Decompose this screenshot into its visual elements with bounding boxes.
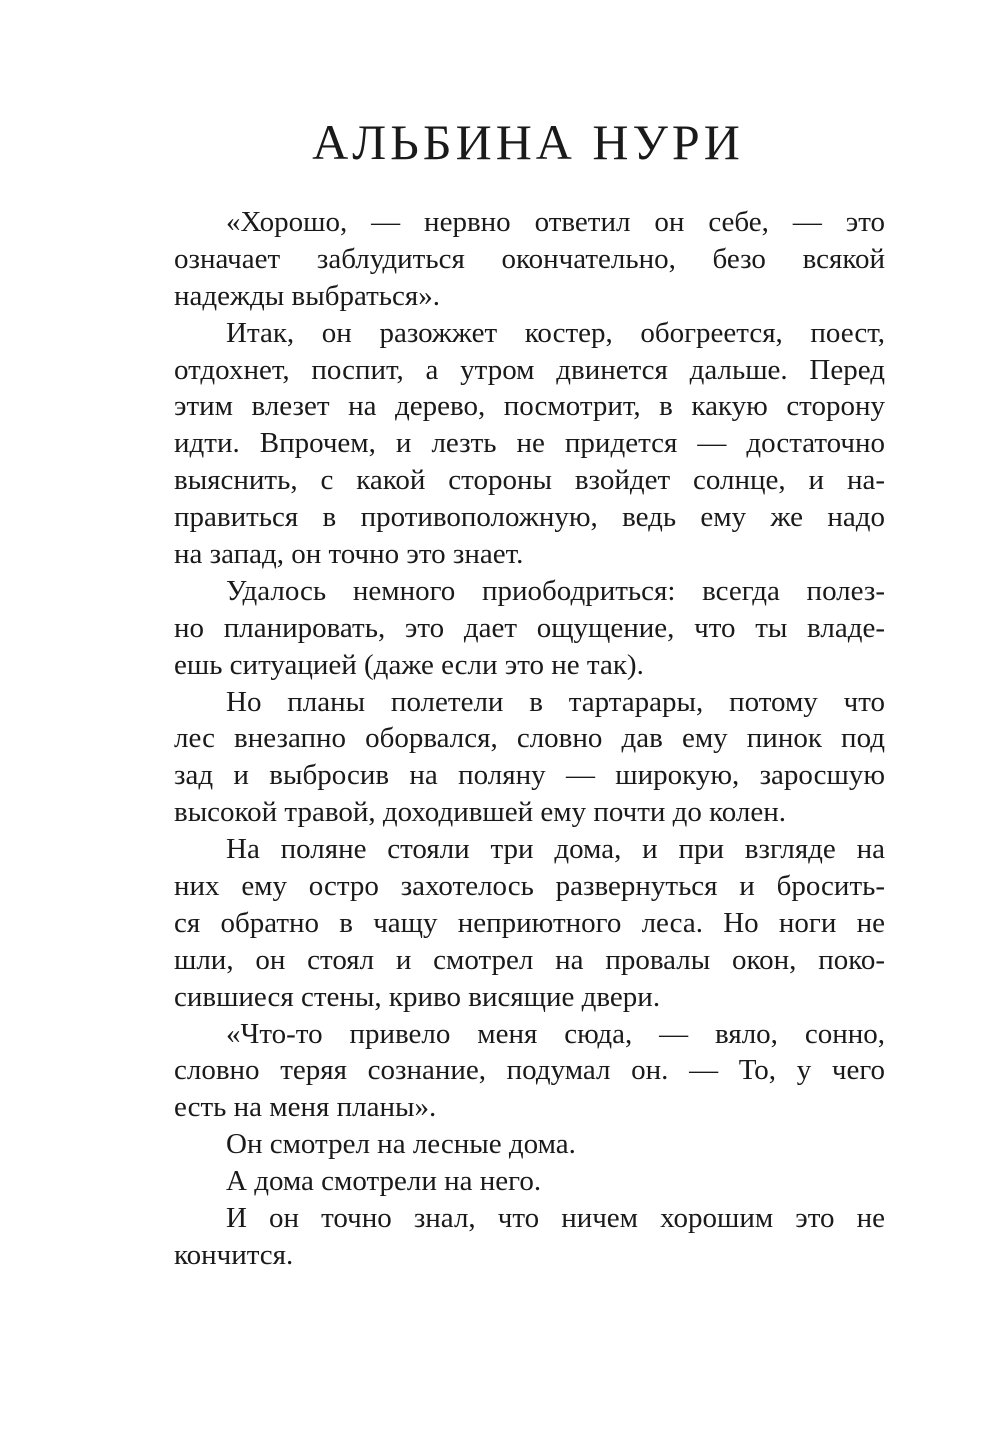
text-line: этим влезет на дерево, посмотрит, в какую сторону (174, 390, 885, 423)
text-line: кончится. (174, 1238, 294, 1271)
running-head-author: АЛЬБИНА НУРИ (312, 114, 744, 170)
text-line: «Что-то привело меня сюда, — вяло, сонно, (226, 1017, 885, 1050)
text-line: высокой травой, доходившей ему почти до колен. (174, 796, 787, 829)
text-line: отдохнет, поспит, а утром двинется дальше. Перед (174, 353, 885, 386)
text-line: А дома смотрели на него. (226, 1165, 542, 1198)
text-line: И он точно знал, что ничем хорошим это не (226, 1202, 885, 1235)
text-line: ся обратно в чащу неприютного леса. Но ноги не (174, 906, 885, 939)
text-line: Итак, он разожжет костер, обогреется, поест, (226, 316, 885, 349)
text-line: но планировать, это дает ощущение, что ты владе- (174, 611, 885, 644)
text-line: них ему остро захотелось развернуться и бросить- (174, 870, 885, 903)
text-line: на запад, он точно это знает. (174, 538, 524, 571)
text-line: словно теряя сознание, подумал он. — То, у чего (174, 1054, 885, 1087)
text-line: На поляне стояли три дома, и при взгляде на (226, 833, 885, 866)
text-line: зад и выбросив на поляну — широкую, заросшую (174, 759, 885, 792)
text-line: есть на меня планы». (174, 1091, 437, 1124)
text-line: сившиеся стены, криво висящие двери. (174, 980, 661, 1013)
text-line: надежды выбраться». (174, 279, 440, 312)
text-line: шли, он стоял и смотрел на провалы окон, поко- (174, 943, 885, 976)
text-line: ешь ситуацией (даже если это не так). (174, 648, 644, 681)
text-line: идти. Впрочем, и лезть не придется — достаточно (174, 427, 885, 460)
text-line: «Хорошо, — нервно ответил он себе, — это (226, 206, 885, 238)
body-text (174, 204, 885, 1274)
text-line: правиться в противоположную, ведь ему же надо (174, 501, 885, 534)
text-line: выяснить, с какой стороны взойдет солнце, и на- (174, 464, 885, 497)
text-line: Удалось немного приободриться: всегда полез- (226, 574, 885, 607)
text-line: лес внезапно оборвался, словно дав ему пинок под (174, 722, 885, 755)
text-line: Но планы полетели в тартарары, потому что (226, 685, 885, 718)
text-line: Он смотрел на лесные дома. (226, 1128, 576, 1161)
text-line: означает заблудиться окончательно, безо всякой (174, 242, 885, 275)
